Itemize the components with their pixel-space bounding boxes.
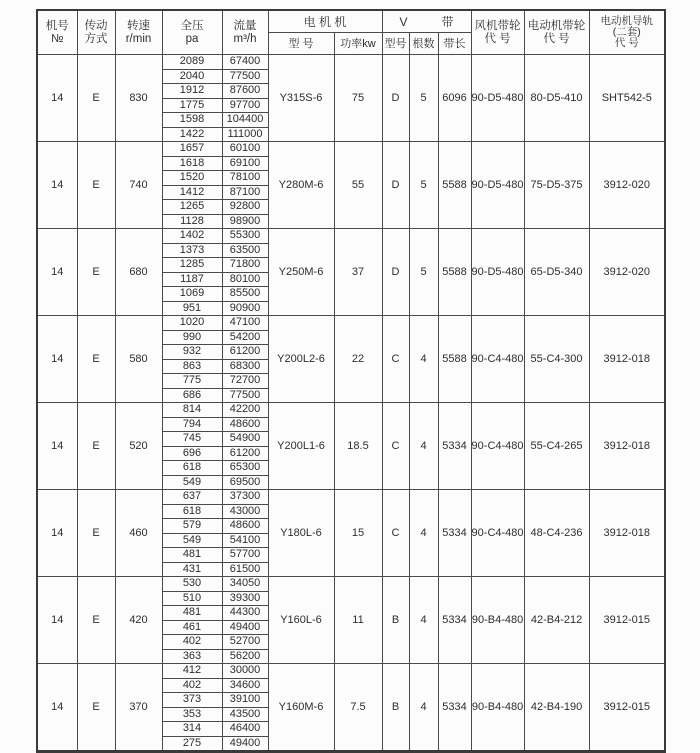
- cell-pressure: 1187: [162, 272, 222, 287]
- cell-motor-pulley: 42-B4-190: [524, 664, 589, 752]
- cell-belt-count: 4: [409, 403, 438, 490]
- cell-belt-type: C: [382, 316, 409, 403]
- cell-belt-type: C: [382, 403, 409, 490]
- cell-flow: 60100: [222, 142, 268, 157]
- cell-flow: 44300: [222, 606, 268, 621]
- cell-belt-length: 5334: [438, 664, 471, 752]
- cell-fan-pulley: 90-C4-480: [471, 490, 524, 577]
- header-machine-no: 机号 №: [37, 10, 77, 55]
- cell-motor-rail: 3912-015: [589, 577, 665, 664]
- cell-pressure: 481: [162, 606, 222, 621]
- cell-motor-power: 37: [334, 229, 382, 316]
- cell-motor-pulley: 42-B4-212: [524, 577, 589, 664]
- cell-flow: 68300: [222, 359, 268, 374]
- cell-pressure: 1412: [162, 185, 222, 200]
- cell-pressure: 431: [162, 562, 222, 577]
- cell-speed: 420: [115, 577, 162, 664]
- cell-belt-count: 4: [409, 577, 438, 664]
- cell-motor-rail: 3912-015: [589, 664, 665, 752]
- cell-motor-model: Y315S-6: [268, 55, 334, 142]
- cell-pressure: 353: [162, 707, 222, 722]
- cell-belt-type: B: [382, 577, 409, 664]
- cell-flow: 71800: [222, 258, 268, 273]
- cell-belt-length: 5334: [438, 490, 471, 577]
- cell-motor-rail: 3912-018: [589, 316, 665, 403]
- cell-motor-model: Y250M-6: [268, 229, 334, 316]
- cell-flow: 37300: [222, 490, 268, 505]
- cell-pressure: 2089: [162, 55, 222, 70]
- cell-pressure: 402: [162, 635, 222, 650]
- cell-flow: 111000: [222, 127, 268, 142]
- cell-pressure: 1128: [162, 214, 222, 229]
- cell-flow: 49400: [222, 736, 268, 752]
- cell-pressure: 579: [162, 519, 222, 534]
- cell-pressure: 794: [162, 417, 222, 432]
- cell-pressure: 461: [162, 620, 222, 635]
- table-row: [37, 316, 665, 331]
- cell-fan-pulley: 90-B4-480: [471, 577, 524, 664]
- cell-speed: 680: [115, 229, 162, 316]
- cell-flow: 39100: [222, 693, 268, 708]
- cell-motor-power: 11: [334, 577, 382, 664]
- header-pressure: 全压 pa: [162, 10, 222, 55]
- cell-flow: 104400: [222, 113, 268, 128]
- cell-motor-power: 75: [334, 55, 382, 142]
- cell-flow: 80100: [222, 272, 268, 287]
- cell-pressure: 1373: [162, 243, 222, 258]
- cell-machine-no: 14: [37, 490, 77, 577]
- cell-machine-no: 14: [37, 142, 77, 229]
- cell-pressure: 1775: [162, 98, 222, 113]
- cell-pressure: 412: [162, 664, 222, 679]
- cell-flow: 63500: [222, 243, 268, 258]
- cell-machine-no: 14: [37, 229, 77, 316]
- cell-motor-power: 22: [334, 316, 382, 403]
- cell-machine-no: 14: [37, 403, 77, 490]
- cell-pressure: 1069: [162, 287, 222, 302]
- cell-motor-pulley: 55-C4-265: [524, 403, 589, 490]
- cell-pressure: 775: [162, 374, 222, 389]
- cell-flow: 56200: [222, 649, 268, 664]
- cell-pressure: 363: [162, 649, 222, 664]
- cell-pressure: 530: [162, 577, 222, 592]
- header-vbelt-length: 带长: [438, 33, 471, 55]
- table-body: [37, 55, 665, 752]
- cell-flow: 54200: [222, 330, 268, 345]
- cell-speed: 520: [115, 403, 162, 490]
- cell-pressure: 1285: [162, 258, 222, 273]
- cell-flow: 43500: [222, 707, 268, 722]
- header-vbelt-count: 根数: [409, 33, 438, 55]
- table-row: [37, 142, 665, 157]
- fan-specification-table: [36, 9, 666, 753]
- cell-flow: 92800: [222, 200, 268, 215]
- cell-fan-pulley: 90-D5-480: [471, 142, 524, 229]
- cell-machine-no: 14: [37, 55, 77, 142]
- cell-pressure: 814: [162, 403, 222, 418]
- cell-pressure: 275: [162, 736, 222, 752]
- cell-belt-type: D: [382, 55, 409, 142]
- cell-flow: 87100: [222, 185, 268, 200]
- cell-flow: 87600: [222, 84, 268, 99]
- cell-belt-count: 4: [409, 316, 438, 403]
- cell-fan-pulley: 90-D5-480: [471, 55, 524, 142]
- header-vbelt-model: 型号: [382, 33, 409, 55]
- cell-flow: 72700: [222, 374, 268, 389]
- header-motor-group: 电 机 机: [268, 10, 382, 33]
- cell-belt-count: 5: [409, 55, 438, 142]
- cell-flow: 69100: [222, 156, 268, 171]
- cell-flow: 46400: [222, 722, 268, 737]
- header-motor-power: 功率kw: [334, 33, 382, 55]
- cell-pressure: 402: [162, 678, 222, 693]
- cell-motor-model: Y160L-6: [268, 577, 334, 664]
- cell-motor-model: Y180L-6: [268, 490, 334, 577]
- cell-motor-pulley: 55-C4-300: [524, 316, 589, 403]
- cell-transmission: E: [77, 55, 115, 142]
- cell-flow: 77500: [222, 69, 268, 84]
- cell-motor-rail: 3912-020: [589, 229, 665, 316]
- header-motor-model: 型 号: [268, 33, 334, 55]
- cell-pressure: 1618: [162, 156, 222, 171]
- cell-belt-type: D: [382, 229, 409, 316]
- cell-pressure: 745: [162, 432, 222, 447]
- cell-transmission: E: [77, 490, 115, 577]
- table-row: [37, 403, 665, 418]
- cell-machine-no: 14: [37, 316, 77, 403]
- cell-motor-power: 7.5: [334, 664, 382, 752]
- cell-belt-length: 5588: [438, 229, 471, 316]
- cell-pressure: 510: [162, 591, 222, 606]
- cell-fan-pulley: 90-C4-480: [471, 316, 524, 403]
- cell-flow: 78100: [222, 171, 268, 186]
- cell-belt-length: 5334: [438, 577, 471, 664]
- cell-flow: 77500: [222, 388, 268, 403]
- table-row: [37, 490, 665, 505]
- cell-motor-pulley: 65-D5-340: [524, 229, 589, 316]
- cell-pressure: 2040: [162, 69, 222, 84]
- cell-flow: 97700: [222, 98, 268, 113]
- cell-pressure: 1402: [162, 229, 222, 244]
- cell-pressure: 618: [162, 504, 222, 519]
- cell-motor-power: 55: [334, 142, 382, 229]
- cell-flow: 34050: [222, 577, 268, 592]
- cell-motor-rail: 3912-018: [589, 490, 665, 577]
- cell-flow: 43000: [222, 504, 268, 519]
- cell-flow: 47100: [222, 316, 268, 331]
- cell-belt-type: C: [382, 490, 409, 577]
- cell-pressure: 618: [162, 461, 222, 476]
- cell-transmission: E: [77, 316, 115, 403]
- cell-belt-type: B: [382, 664, 409, 752]
- cell-pressure: 990: [162, 330, 222, 345]
- cell-motor-model: Y280M-6: [268, 142, 334, 229]
- header-motor-pulley: 电动机带轮 代 号: [524, 10, 589, 55]
- cell-pressure: 1422: [162, 127, 222, 142]
- cell-flow: 61200: [222, 446, 268, 461]
- cell-belt-length: 5588: [438, 316, 471, 403]
- cell-pressure: 863: [162, 359, 222, 374]
- cell-flow: 61200: [222, 345, 268, 360]
- cell-pressure: 1020: [162, 316, 222, 331]
- cell-transmission: E: [77, 664, 115, 752]
- cell-flow: 49400: [222, 620, 268, 635]
- header-vbelt-group: V 带: [382, 10, 471, 33]
- cell-flow: 98900: [222, 214, 268, 229]
- cell-pressure: 373: [162, 693, 222, 708]
- cell-flow: 54900: [222, 432, 268, 447]
- table-row: [37, 577, 665, 592]
- cell-motor-rail: 3912-018: [589, 403, 665, 490]
- cell-pressure: 686: [162, 388, 222, 403]
- cell-machine-no: 14: [37, 664, 77, 752]
- cell-motor-power: 15: [334, 490, 382, 577]
- cell-motor-pulley: 75-D5-375: [524, 142, 589, 229]
- cell-motor-model: Y160M-6: [268, 664, 334, 752]
- header-speed: 转速 r/min: [115, 10, 162, 55]
- cell-fan-pulley: 90-B4-480: [471, 664, 524, 752]
- cell-flow: 34600: [222, 678, 268, 693]
- cell-pressure: 951: [162, 301, 222, 316]
- cell-belt-count: 4: [409, 664, 438, 752]
- cell-motor-rail: SHT542-5: [589, 55, 665, 142]
- cell-pressure: 1657: [162, 142, 222, 157]
- header-fan-pulley: 风机带轮 代 号: [471, 10, 524, 55]
- cell-flow: 90900: [222, 301, 268, 316]
- cell-pressure: 1598: [162, 113, 222, 128]
- table-row: [37, 664, 665, 679]
- cell-flow: 61500: [222, 562, 268, 577]
- cell-flow: 55300: [222, 229, 268, 244]
- cell-flow: 67400: [222, 55, 268, 70]
- cell-transmission: E: [77, 403, 115, 490]
- cell-belt-length: 6096: [438, 55, 471, 142]
- table-row: [37, 55, 665, 70]
- cell-speed: 830: [115, 55, 162, 142]
- cell-motor-pulley: 80-D5-410: [524, 55, 589, 142]
- cell-motor-model: Y200L1-6: [268, 403, 334, 490]
- cell-speed: 460: [115, 490, 162, 577]
- header-motor-rail: 电动机导轨 (二套) 代 号: [589, 10, 665, 55]
- cell-speed: 740: [115, 142, 162, 229]
- cell-pressure: 1265: [162, 200, 222, 215]
- header-transmission: 传动 方式: [77, 10, 115, 55]
- cell-belt-count: 4: [409, 490, 438, 577]
- cell-transmission: E: [77, 229, 115, 316]
- cell-belt-count: 5: [409, 229, 438, 316]
- cell-flow: 48600: [222, 519, 268, 534]
- cell-speed: 370: [115, 664, 162, 752]
- cell-motor-power: 18.5: [334, 403, 382, 490]
- cell-flow: 65300: [222, 461, 268, 476]
- cell-transmission: E: [77, 577, 115, 664]
- cell-flow: 42200: [222, 403, 268, 418]
- cell-flow: 39300: [222, 591, 268, 606]
- cell-flow: 69500: [222, 475, 268, 490]
- cell-speed: 580: [115, 316, 162, 403]
- cell-belt-count: 5: [409, 142, 438, 229]
- cell-pressure: 314: [162, 722, 222, 737]
- cell-transmission: E: [77, 142, 115, 229]
- cell-flow: 52700: [222, 635, 268, 650]
- table-row: [37, 229, 665, 244]
- cell-flow: 57700: [222, 548, 268, 563]
- cell-belt-type: D: [382, 142, 409, 229]
- cell-flow: 85500: [222, 287, 268, 302]
- cell-motor-model: Y200L2-6: [268, 316, 334, 403]
- header-flow: 流量 m³/h: [222, 10, 268, 55]
- cell-motor-rail: 3912-020: [589, 142, 665, 229]
- cell-flow: 48600: [222, 417, 268, 432]
- cell-flow: 30000: [222, 664, 268, 679]
- cell-flow: 54100: [222, 533, 268, 548]
- cell-belt-length: 5334: [438, 403, 471, 490]
- cell-machine-no: 14: [37, 577, 77, 664]
- cell-motor-pulley: 48-C4-236: [524, 490, 589, 577]
- cell-pressure: 696: [162, 446, 222, 461]
- cell-pressure: 481: [162, 548, 222, 563]
- cell-pressure: 1912: [162, 84, 222, 99]
- cell-pressure: 549: [162, 533, 222, 548]
- cell-pressure: 1520: [162, 171, 222, 186]
- cell-pressure: 549: [162, 475, 222, 490]
- cell-fan-pulley: 90-C4-480: [471, 403, 524, 490]
- cell-pressure: 932: [162, 345, 222, 360]
- cell-fan-pulley: 90-D5-480: [471, 229, 524, 316]
- cell-belt-length: 5588: [438, 142, 471, 229]
- cell-pressure: 637: [162, 490, 222, 505]
